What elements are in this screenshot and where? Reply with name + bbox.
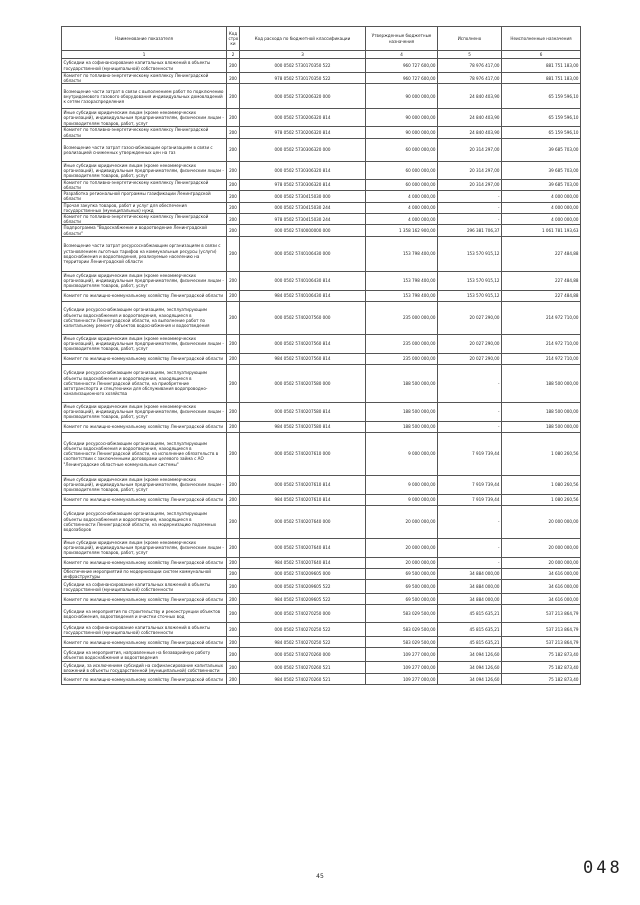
row-description: Комитет по жилищно-коммунальному хозяйству Ленинградской области xyxy=(62,421,227,432)
row-budget-code: 984 0502 5740207560 814 xyxy=(240,353,366,364)
row-executed-amount: 78 976 417,00 xyxy=(438,59,502,73)
row-description: Иные субсидии юридическим лицам (кроме некоммерческих организаций), индивидуальным предпринимателям, физическим лицам - производителям товаров, работ, услуг xyxy=(62,271,227,290)
row-budget-code: 978 0502 5730415030 244 xyxy=(240,214,366,225)
row-executed-amount: 34 884 000,00 xyxy=(438,594,502,605)
row-line-code: 200 xyxy=(227,214,240,225)
row-approved-amount: 153 798 400,00 xyxy=(366,290,438,301)
table-row xyxy=(62,557,581,568)
table-row xyxy=(62,109,581,127)
row-executed-amount: 20 314 297,00 xyxy=(438,138,502,161)
row-remaining-amount: 227 484,88 xyxy=(502,290,581,301)
row-description: Субсидии ресурсоснабжающим организациям, эксплуатирующим объекты водоснабжения и водоотведения, находящиеся в собственности Ленинградской области, на приобретение автотранспорта и спецтехники для обслуживания водопроводно-канализационного хозяйства xyxy=(62,364,227,402)
table-row xyxy=(62,568,581,579)
row-executed-amount: 20 027 290,00 xyxy=(438,334,502,353)
row-description: Возмещение части затрат газоснабжающим организациям в связи с реализацией сниженных утвержденных цен на газ xyxy=(62,138,227,161)
row-executed-amount: 45 815 635,21 xyxy=(438,623,502,637)
row-budget-code: 984 0502 5740207580 814 xyxy=(240,421,366,432)
row-remaining-amount: 39 685 703,00 xyxy=(502,138,581,161)
row-approved-amount: 583 029 500,00 xyxy=(366,623,438,637)
row-approved-amount: 69 500 000,00 xyxy=(366,568,438,579)
row-remaining-amount: 1 080 260,56 xyxy=(502,432,581,475)
page-number: 45 xyxy=(316,873,324,880)
table-row xyxy=(62,674,581,685)
row-line-code: 200 xyxy=(227,594,240,605)
row-budget-code: 978 0502 5730306320 814 xyxy=(240,179,366,190)
row-description: Комитет по топливно-энергетическому комплексу Ленинградской области xyxy=(62,73,227,84)
table-row xyxy=(62,364,581,402)
row-budget-code: 000 0502 5730415030 000 xyxy=(240,191,366,202)
row-line-code: 200 xyxy=(227,179,240,190)
row-line-code: 200 xyxy=(227,202,240,213)
row-description: Субсидии ресурсоснабжающим организациям, эксплуатирующим объекты водоснабжения и водоотведения, находящиеся в собственности Ленинградской области, на выполнение работ по капитальному ремонту объектов водоснабжения и водоотведения xyxy=(62,301,227,334)
row-executed-amount: 45 815 635,21 xyxy=(438,605,502,623)
row-description: Комитет по жилищно-коммунальному хозяйству Ленинградской области xyxy=(62,637,227,648)
row-description: Субсидии на софинансирование капитальных вложений в объекты государственной (муниципальной) собственности xyxy=(62,580,227,594)
row-approved-amount: 60 000 000,00 xyxy=(366,161,438,179)
row-line-code: 200 xyxy=(227,674,240,685)
row-budget-code: 000 0502 5740000000 000 xyxy=(240,225,366,236)
column-number: 4 xyxy=(366,51,438,59)
row-line-code: 200 xyxy=(227,505,240,538)
row-budget-code: 978 0502 5730170350 522 xyxy=(240,73,366,84)
row-budget-code: 000 0502 5740270260 000 xyxy=(240,648,366,662)
row-remaining-amount: 20 000 000,00 xyxy=(502,557,581,568)
row-approved-amount: 583 029 500,00 xyxy=(366,637,438,648)
table-row xyxy=(62,301,581,334)
row-remaining-amount: 881 751 183,00 xyxy=(502,73,581,84)
row-remaining-amount: 1 080 260,56 xyxy=(502,475,581,494)
row-executed-amount: 296 381 706,37 xyxy=(438,225,502,236)
row-description: Комитет по жилищно-коммунальному хозяйству Ленинградской области xyxy=(62,494,227,505)
row-description: Субсидии ресурсоснабжающим организациям, эксплуатирующим объекты водоснабжения и водоотведения, находящиеся в собственности Ленинградской области, на модернизацию подземных водозаборов xyxy=(62,505,227,538)
row-executed-amount: 20 027 290,00 xyxy=(438,353,502,364)
row-budget-code: 984 0502 5740209605 522 xyxy=(240,594,366,605)
header-executed: Исполнено xyxy=(438,27,502,51)
row-executed-amount: - xyxy=(438,557,502,568)
row-line-code: 200 xyxy=(227,557,240,568)
row-approved-amount: 20 000 000,00 xyxy=(366,538,438,557)
table-header-row xyxy=(62,27,581,51)
row-approved-amount: 60 000 000,00 xyxy=(366,179,438,190)
row-approved-amount: 4 000 000,00 xyxy=(366,214,438,225)
row-approved-amount: 583 029 500,00 xyxy=(366,605,438,623)
table-body xyxy=(62,59,581,685)
table-row xyxy=(62,59,581,73)
row-budget-code: 000 0502 5730206320 000 xyxy=(240,84,366,109)
row-remaining-amount: 39 685 703,00 xyxy=(502,179,581,190)
row-approved-amount: 1 358 162 900,00 xyxy=(366,225,438,236)
row-description: Комитет по жилищно-коммунальному хозяйству Ленинградской области xyxy=(62,674,227,685)
row-approved-amount: 188 500 000,00 xyxy=(366,421,438,432)
row-line-code: 200 xyxy=(227,84,240,109)
table-row xyxy=(62,505,581,538)
row-executed-amount: 34 884 000,00 xyxy=(438,568,502,579)
row-budget-code: 000 0502 5730306320 814 xyxy=(240,161,366,179)
row-description: Обеспечение мероприятий по модернизации систем коммунальной инфраструктуры xyxy=(62,568,227,579)
row-budget-code: 984 0502 5740106430 814 xyxy=(240,290,366,301)
row-approved-amount: 20 000 000,00 xyxy=(366,557,438,568)
row-executed-amount: 34 884 000,00 xyxy=(438,580,502,594)
row-description: Субсидии, за исключением субсидий на софинансирование капитальных вложений в объекты государственной (муниципальной) собственности xyxy=(62,662,227,674)
row-budget-code: 984 0502 5740207610 814 xyxy=(240,494,366,505)
row-line-code: 200 xyxy=(227,637,240,648)
row-budget-code: 000 0502 5740270260 521 xyxy=(240,662,366,674)
row-line-code: 200 xyxy=(227,432,240,475)
row-remaining-amount: 227 484,88 xyxy=(502,271,581,290)
row-executed-amount: 7 919 739,44 xyxy=(438,494,502,505)
row-approved-amount: 153 798 400,00 xyxy=(366,271,438,290)
row-line-code: 200 xyxy=(227,568,240,579)
row-remaining-amount: 39 685 703,00 xyxy=(502,161,581,179)
row-budget-code: 000 0502 5730206320 814 xyxy=(240,109,366,127)
row-executed-amount: - xyxy=(438,505,502,538)
row-description: Комитет по топливно-энергетическому комплексу Ленинградской области xyxy=(62,179,227,190)
row-line-code: 200 xyxy=(227,623,240,637)
table-row xyxy=(62,637,581,648)
row-description: Комитет по топливно-энергетическому комплексу Ленинградской области xyxy=(62,127,227,138)
row-remaining-amount: 188 500 000,00 xyxy=(502,402,581,421)
row-description: Субсидии на софинансирование капитальных вложений в объекты государственной (муниципальной) собственности xyxy=(62,623,227,637)
row-approved-amount: 109 277 000,00 xyxy=(366,674,438,685)
row-line-code: 200 xyxy=(227,109,240,127)
table-row xyxy=(62,580,581,594)
row-remaining-amount: 65 159 596,10 xyxy=(502,84,581,109)
row-executed-amount: 7 919 739,44 xyxy=(438,432,502,475)
row-remaining-amount: 34 616 000,00 xyxy=(502,568,581,579)
row-line-code: 200 xyxy=(227,648,240,662)
row-remaining-amount: 1 080 260,56 xyxy=(502,494,581,505)
column-number: 3 xyxy=(240,51,366,59)
row-approved-amount: 960 727 600,00 xyxy=(366,59,438,73)
row-executed-amount: 20 314 297,00 xyxy=(438,179,502,190)
header-approved: Утвержденные бюджетные назначения xyxy=(366,27,438,51)
row-executed-amount: - xyxy=(438,202,502,213)
row-remaining-amount: 4 000 000,00 xyxy=(502,191,581,202)
row-budget-code: 000 0502 5740106430 814 xyxy=(240,271,366,290)
row-description: Разработка региональной программы газификации Ленинградской области xyxy=(62,191,227,202)
row-budget-code: 984 0502 5740270250 522 xyxy=(240,637,366,648)
table-row xyxy=(62,475,581,494)
row-executed-amount: - xyxy=(438,538,502,557)
row-description: Подпрограмма "Водоснабжение и водоотведение Ленинградской области" xyxy=(62,225,227,236)
row-remaining-amount: 4 000 000,00 xyxy=(502,214,581,225)
row-line-code: 200 xyxy=(227,580,240,594)
row-budget-code: 000 0502 5740207610 000 xyxy=(240,432,366,475)
row-description: Комитет по жилищно-коммунальному хозяйству Ленинградской области xyxy=(62,353,227,364)
row-description: Комитет по жилищно-коммунальному хозяйству Ленинградской области xyxy=(62,557,227,568)
table-row xyxy=(62,73,581,84)
row-remaining-amount: 537 213 864,79 xyxy=(502,605,581,623)
row-description: Субсидии на мероприятия, направленные на безаварийную работу объектов водоснабжения и водоотведения xyxy=(62,648,227,662)
row-remaining-amount: 214 972 710,00 xyxy=(502,334,581,353)
header-line-code: Код стро ки xyxy=(227,27,240,51)
row-line-code: 200 xyxy=(227,191,240,202)
table-row xyxy=(62,225,581,236)
table-row xyxy=(62,161,581,179)
row-approved-amount: 9 000 000,00 xyxy=(366,494,438,505)
row-line-code: 200 xyxy=(227,662,240,674)
table-row xyxy=(62,202,581,213)
row-description: Иные субсидии юридическим лицам (кроме некоммерческих организаций), индивидуальным предпринимателям, физическим лицам - производителям товаров, работ, услуг xyxy=(62,475,227,494)
row-budget-code: 000 0502 5740270250 000 xyxy=(240,605,366,623)
row-description: Иные субсидии юридическим лицам (кроме некоммерческих организаций), индивидуальным предпринимателям, физическим лицам - производителям товаров, работ, услуг xyxy=(62,538,227,557)
table-row xyxy=(62,214,581,225)
row-approved-amount: 90 000 000,00 xyxy=(366,127,438,138)
row-approved-amount: 9 000 000,00 xyxy=(366,475,438,494)
row-executed-amount: 20 314 297,00 xyxy=(438,161,502,179)
row-line-code: 200 xyxy=(227,364,240,402)
row-approved-amount: 9 000 000,00 xyxy=(366,432,438,475)
row-remaining-amount: 65 159 596,10 xyxy=(502,127,581,138)
row-remaining-amount: 34 616 000,00 xyxy=(502,580,581,594)
row-remaining-amount: 537 213 864,79 xyxy=(502,623,581,637)
table-row xyxy=(62,334,581,353)
row-line-code: 200 xyxy=(227,290,240,301)
row-remaining-amount: 214 972 710,00 xyxy=(502,301,581,334)
row-executed-amount: 20 027 290,00 xyxy=(438,301,502,334)
row-line-code: 200 xyxy=(227,605,240,623)
row-line-code: 200 xyxy=(227,402,240,421)
row-executed-amount: 153 570 915,12 xyxy=(438,290,502,301)
table-row xyxy=(62,271,581,290)
row-executed-amount: - xyxy=(438,364,502,402)
row-approved-amount: 153 798 400,00 xyxy=(366,236,438,271)
row-approved-amount: 235 000 000,00 xyxy=(366,301,438,334)
row-description: Возмещение части затрат ресурсоснабжающим организациям в связи с установлением льготных тарифов на коммунальные ресурсы (услуги) водоснабжения и водоотведения, реализуемые населению на территории Ленинградской области xyxy=(62,236,227,271)
table-row xyxy=(62,290,581,301)
row-line-code: 200 xyxy=(227,475,240,494)
row-remaining-amount: 214 972 710,00 xyxy=(502,353,581,364)
row-description: Иные субсидии юридическим лицам (кроме некоммерческих организаций), индивидуальным предпринимателям, физическим лицам - производителям товаров, работ, услуг xyxy=(62,161,227,179)
row-remaining-amount: 34 616 000,00 xyxy=(502,594,581,605)
table-row xyxy=(62,353,581,364)
row-executed-amount: 7 919 739,44 xyxy=(438,475,502,494)
row-executed-amount: 24 840 403,90 xyxy=(438,84,502,109)
row-executed-amount: 45 815 635,21 xyxy=(438,637,502,648)
row-approved-amount: 109 277 000,00 xyxy=(366,662,438,674)
table-row xyxy=(62,648,581,662)
row-budget-code: 000 0502 5730170350 522 xyxy=(240,59,366,73)
row-budget-code: 000 0502 5740207560 000 xyxy=(240,301,366,334)
row-executed-amount: 24 840 403,90 xyxy=(438,127,502,138)
row-budget-code: 000 0502 5730415030 244 xyxy=(240,202,366,213)
header-remaining: Неисполненные назначения xyxy=(502,27,581,51)
row-description: Иные субсидии юридическим лицам (кроме некоммерческих организаций), индивидуальным предпринимателям, физическим лицам - производителям товаров, работ, услуг xyxy=(62,334,227,353)
row-executed-amount: 34 094 126,60 xyxy=(438,648,502,662)
row-approved-amount: 960 727 600,00 xyxy=(366,73,438,84)
row-remaining-amount: 75 182 873,40 xyxy=(502,662,581,674)
row-remaining-amount: 881 751 183,00 xyxy=(502,59,581,73)
table-row xyxy=(62,236,581,271)
table-row xyxy=(62,421,581,432)
row-budget-code: 978 0502 5730206320 814 xyxy=(240,127,366,138)
row-description: Комитет по жилищно-коммунальному хозяйству Ленинградской области xyxy=(62,290,227,301)
row-remaining-amount: 4 000 000,00 xyxy=(502,202,581,213)
table-row xyxy=(62,494,581,505)
row-budget-code: 984 0502 5740270260 521 xyxy=(240,674,366,685)
table-row xyxy=(62,538,581,557)
table-row xyxy=(62,662,581,674)
row-budget-code: 000 0502 5740207560 814 xyxy=(240,334,366,353)
row-approved-amount: 235 000 000,00 xyxy=(366,353,438,364)
row-remaining-amount: 227 484,88 xyxy=(502,236,581,271)
row-remaining-amount: 188 500 000,00 xyxy=(502,421,581,432)
budget-execution-table xyxy=(61,26,581,685)
row-executed-amount: - xyxy=(438,421,502,432)
column-number-row xyxy=(62,51,581,59)
row-approved-amount: 188 500 000,00 xyxy=(366,364,438,402)
row-remaining-amount: 1 061 781 193,63 xyxy=(502,225,581,236)
row-line-code: 200 xyxy=(227,127,240,138)
row-remaining-amount: 20 000 000,00 xyxy=(502,505,581,538)
column-number: 2 xyxy=(227,51,240,59)
row-description: Иные субсидии юридическим лицам (кроме некоммерческих организаций), индивидуальным предпринимателям, физическим лицам - производителям товаров, работ, услуг xyxy=(62,402,227,421)
row-approved-amount: 69 500 000,00 xyxy=(366,580,438,594)
row-budget-code: 000 0502 5740270250 522 xyxy=(240,623,366,637)
row-line-code: 200 xyxy=(227,138,240,161)
table-row xyxy=(62,84,581,109)
row-line-code: 200 xyxy=(227,301,240,334)
row-description: Комитет по топливно-энергетическому комплексу Ленинградской области xyxy=(62,214,227,225)
row-line-code: 200 xyxy=(227,161,240,179)
row-budget-code: 000 0502 5740209605 522 xyxy=(240,580,366,594)
row-line-code: 200 xyxy=(227,538,240,557)
table-row xyxy=(62,191,581,202)
row-executed-amount: 24 840 403,90 xyxy=(438,109,502,127)
row-executed-amount: 34 094 126,60 xyxy=(438,674,502,685)
table-row xyxy=(62,138,581,161)
row-executed-amount: - xyxy=(438,191,502,202)
row-budget-code: 000 0502 5740207640 814 xyxy=(240,538,366,557)
row-remaining-amount: 75 182 873,40 xyxy=(502,674,581,685)
column-number: 5 xyxy=(438,51,502,59)
table-row xyxy=(62,432,581,475)
row-line-code: 200 xyxy=(227,225,240,236)
row-executed-amount: 153 570 915,12 xyxy=(438,271,502,290)
row-executed-amount: - xyxy=(438,402,502,421)
row-budget-code: 000 0502 5740207580 000 xyxy=(240,364,366,402)
row-approved-amount: 109 277 000,00 xyxy=(366,648,438,662)
row-line-code: 200 xyxy=(227,73,240,84)
row-budget-code: 000 0502 5740207610 814 xyxy=(240,475,366,494)
row-line-code: 200 xyxy=(227,236,240,271)
row-budget-code: 000 0502 5740209605 000 xyxy=(240,568,366,579)
row-description: Комитет по жилищно-коммунальному хозяйству Ленинградской области xyxy=(62,594,227,605)
row-line-code: 200 xyxy=(227,334,240,353)
row-approved-amount: 90 000 000,00 xyxy=(366,84,438,109)
table-row xyxy=(62,127,581,138)
row-line-code: 200 xyxy=(227,353,240,364)
row-approved-amount: 90 000 000,00 xyxy=(366,109,438,127)
header-budget-code: Код расхода по бюджетной классификации xyxy=(240,27,366,51)
row-executed-amount: - xyxy=(438,214,502,225)
handwritten-sheet-number: 048 xyxy=(583,858,623,878)
table-row xyxy=(62,605,581,623)
row-budget-code: 000 0502 5740207580 814 xyxy=(240,402,366,421)
table-row xyxy=(62,594,581,605)
row-description: Субсидии на софинансирование капитальных вложений в объекты государственной (муниципальной) собственности xyxy=(62,59,227,73)
row-line-code: 200 xyxy=(227,421,240,432)
row-remaining-amount: 188 500 000,00 xyxy=(502,364,581,402)
row-approved-amount: 69 500 000,00 xyxy=(366,594,438,605)
row-approved-amount: 20 000 000,00 xyxy=(366,505,438,538)
row-approved-amount: 188 500 000,00 xyxy=(366,402,438,421)
column-number: 1 xyxy=(62,51,227,59)
row-line-code: 200 xyxy=(227,59,240,73)
row-remaining-amount: 75 182 873,40 xyxy=(502,648,581,662)
row-approved-amount: 60 000 000,00 xyxy=(366,138,438,161)
table-row xyxy=(62,623,581,637)
row-line-code: 200 xyxy=(227,494,240,505)
row-description: Возмещение части затрат в связи с выполнением работ по подключению внутридомового газового оборудования индивидуальных домовладений к сетям газораспределения xyxy=(62,84,227,109)
column-number: 6 xyxy=(502,51,581,59)
row-budget-code: 000 0502 5740207640 000 xyxy=(240,505,366,538)
row-remaining-amount: 20 000 000,00 xyxy=(502,538,581,557)
row-executed-amount: 34 094 126,60 xyxy=(438,662,502,674)
row-description: Субсидии на мероприятия по строительству и реконструкции объектов водоснабжения, водоотведения и очистки сточных вод xyxy=(62,605,227,623)
row-description: Иные субсидии юридическим лицам (кроме некоммерческих организаций), индивидуальным предпринимателям, физическим лицам - производителям товаров, работ, услуг xyxy=(62,109,227,127)
table-row xyxy=(62,179,581,190)
row-line-code: 200 xyxy=(227,271,240,290)
row-budget-code: 000 0502 5730306320 000 xyxy=(240,138,366,161)
row-executed-amount: 78 976 417,00 xyxy=(438,73,502,84)
row-remaining-amount: 65 159 596,10 xyxy=(502,109,581,127)
row-budget-code: 984 0502 5740207640 814 xyxy=(240,557,366,568)
row-remaining-amount: 537 213 864,79 xyxy=(502,637,581,648)
row-description: Прочая закупка товаров, работ и услуг для обеспечения государственных (муниципальных) нужд xyxy=(62,202,227,213)
row-description: Субсидии ресурсоснабжающим организациям, эксплуатирующим объекты водоснабжения и водоотведения, находящиеся в собственности Ленинградской области, на исполнение обязательств в соответствии с заключенными договорами целевого займа с АО "Ленинградские областные коммунальные системы" xyxy=(62,432,227,475)
row-approved-amount: 4 000 000,00 xyxy=(366,191,438,202)
row-budget-code: 000 0502 5740106430 000 xyxy=(240,236,366,271)
row-executed-amount: 153 570 915,12 xyxy=(438,236,502,271)
header-indicator-name: Наименование показателя xyxy=(62,27,227,51)
row-approved-amount: 4 000 000,00 xyxy=(366,202,438,213)
row-approved-amount: 235 000 000,00 xyxy=(366,334,438,353)
table-row xyxy=(62,402,581,421)
